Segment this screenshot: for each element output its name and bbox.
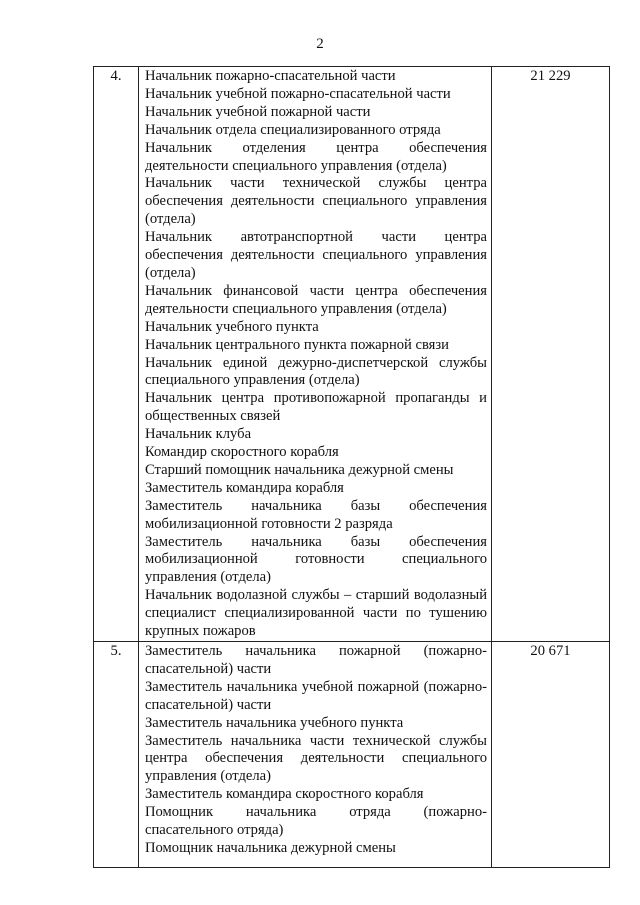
position-item: Начальник автотранспортной части центра обеспечения деятельности специального управления (отдела) xyxy=(145,229,487,281)
position-item: Помощник начальника отряда (пожарно-спасательного отряда) xyxy=(145,804,487,839)
salary-value: 21 229 xyxy=(492,67,610,642)
position-item: Начальник единой дежурно-диспетчерской службы специального управления (отдела) xyxy=(145,354,487,389)
position-item: Начальник клуба xyxy=(145,426,252,443)
position-item: Начальник отдела специализированного отряда xyxy=(145,121,441,138)
position-item: Заместитель начальника учебного пункта xyxy=(145,714,404,731)
position-item: Начальник пожарно-спасательной части xyxy=(145,68,396,84)
position-item: Начальник центрального пункта пожарной связи xyxy=(145,336,449,353)
position-item: Заместитель командира корабля xyxy=(145,479,344,496)
salary-value: 20 671 xyxy=(492,642,610,868)
position-item: Начальник водолазной службы – старший водолазный специалист специализированной части по тушению крупных пожаров xyxy=(145,587,487,640)
page-number: 2 xyxy=(316,36,324,52)
positions-cell xyxy=(139,67,492,642)
position-item: Начальник учебной пожарно-спасательной части xyxy=(145,85,451,102)
position-item: Начальник учебной пожарной части xyxy=(145,103,371,120)
row-number: 4. xyxy=(94,67,139,642)
position-item: Начальник части технической службы центра обеспечения деятельности специального управления (отдела) xyxy=(145,175,487,228)
position-item: Старший помощник начальника дежурной смены xyxy=(145,461,454,478)
row-number: 5. xyxy=(94,642,139,868)
position-item: Командир скоростного корабля xyxy=(145,444,339,461)
position-item: Заместитель начальника пожарной (пожарно-спасательной) части xyxy=(145,643,487,677)
position-item: Заместитель начальника базы обеспечения мобилизационной готовности 2 разряда xyxy=(145,497,487,532)
position-item: Заместитель начальника базы обеспечения мобилизационной готовности специального управления (отдела) xyxy=(145,533,487,586)
position-item: Помощник начальника дежурной смены xyxy=(145,839,396,856)
position-item: Начальник отделения центра обеспечения деятельности специального управления (отдела) xyxy=(145,139,487,174)
table-row xyxy=(94,67,610,642)
table-row xyxy=(94,642,610,868)
salary-table xyxy=(93,66,610,868)
position-item: Заместитель командира скоростного корабля xyxy=(145,786,424,803)
position-item: Начальник финансовой части центра обеспечения деятельности специального управления (отдела) xyxy=(145,282,487,317)
position-item: Заместитель начальника учебной пожарной (пожарно-спасательной) части xyxy=(145,678,487,713)
position-item: Заместитель начальника части технической службы центра обеспечения деятельности специального управления (отдела) xyxy=(145,732,487,785)
position-item: Начальник центра противопожарной пропаганды и общественных связей xyxy=(145,390,487,425)
positions-cell xyxy=(139,642,492,868)
position-item: Начальник учебного пункта xyxy=(145,318,319,335)
